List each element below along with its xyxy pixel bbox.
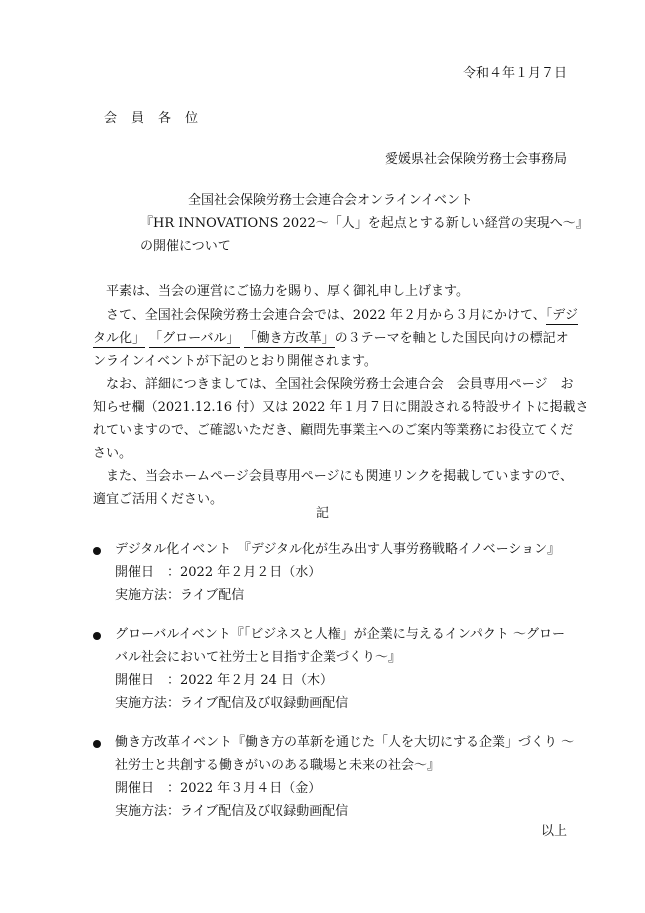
paragraph-2-text-2: の３テーマを軸とした国民向けの標記オ	[334, 331, 569, 346]
closing-mark: 以上	[540, 824, 567, 839]
salutation: 会員各位	[104, 111, 213, 126]
paragraph-2-line-1	[106, 308, 578, 323]
event-2-title-line-2: バル社会において社労士と目指す企業づくり～』	[115, 650, 402, 665]
event-1-method: 実施方法：ライブ配信	[115, 588, 245, 603]
event-2-method: 実施方法：ライブ配信及び収録動画配信	[115, 696, 349, 711]
theme-digital-end: タル化」	[93, 331, 146, 346]
event-1-date: 開催日 ：2022 年２月２日（水）	[115, 565, 322, 580]
theme-digital-start: 「デジ	[545, 308, 578, 323]
paragraph-3-line-4: さい。	[93, 446, 133, 461]
bullet-icon	[93, 740, 101, 748]
ki-heading: 記	[315, 506, 329, 521]
event-3-title-line-2: 社労士と共創する働きがいのある職場と未来の社会～』	[115, 758, 441, 773]
paragraph-1: 平素は、当会の運営にご協力を賜り、厚く御礼申し上げます。	[106, 284, 469, 299]
paragraph-3-line-1: なお、詳細につきましては、全国社会保険労務士会連合会 会員専用ページ お	[106, 377, 574, 392]
title-line-3: の開催について	[140, 239, 231, 254]
sender: 愛媛県社会保険労務士会事務局	[384, 152, 567, 167]
theme-global: 「グローバル」	[149, 331, 240, 346]
paragraph-2-line-3: ンラインイベントが下記のとおり開催されます。	[93, 354, 377, 369]
event-2-title-line-1: グローバルイベント『「ビジネスと人権」が企業に与えるインパクト ～グロー	[115, 627, 566, 642]
bullet-icon	[93, 547, 101, 555]
bullet-icon	[93, 632, 101, 640]
title-line-1: 全国社会保険労務士会連合会オンラインイベント	[188, 193, 473, 208]
event-1-title: デジタル化イベント 『デジタル化が生み出す人事労務戦略イノベーション』	[115, 542, 561, 557]
paragraph-4-line-1: また、当会ホームページ会員専用ページにも関連リンクを掲載していますので、	[106, 469, 573, 484]
paragraph-2-text: さて、全国社会保険労務士会連合会では、2022 年２月から３月にかけて、	[106, 308, 546, 323]
event-2-date: 開催日 ：2022 年２月 24 日（木）	[115, 673, 334, 688]
paragraph-3-line-3: れていますので、ご確認いただき、顧問先事業主へのご案内等業務にお役立てくだ	[93, 423, 574, 438]
paragraph-2-line-2	[93, 331, 569, 346]
event-3-date: 開催日 ：2022 年３月４日（金）	[115, 781, 322, 796]
theme-workstyle: 「働き方改革」	[243, 331, 335, 346]
paragraph-3-line-2: 知らせ欄（2021.12.16 付）又は 2022 年１月７日に開設される特設サイトに掲載さ	[93, 400, 589, 415]
title-line-2: 『HR INNOVATIONS 2022～「人」を起点とする新しい経営の実現へ～』	[140, 216, 589, 231]
event-3-title-line-1: 働き方改革イベント『働き方の革新を通じた「人を大切にする企業」づくり ～	[115, 735, 575, 750]
paragraph-4-line-2: 適宜ご活用ください。	[93, 492, 224, 507]
event-3-method: 実施方法：ライブ配信及び収録動画配信	[115, 804, 349, 819]
document-date: 令和４年１月７日	[462, 66, 567, 81]
